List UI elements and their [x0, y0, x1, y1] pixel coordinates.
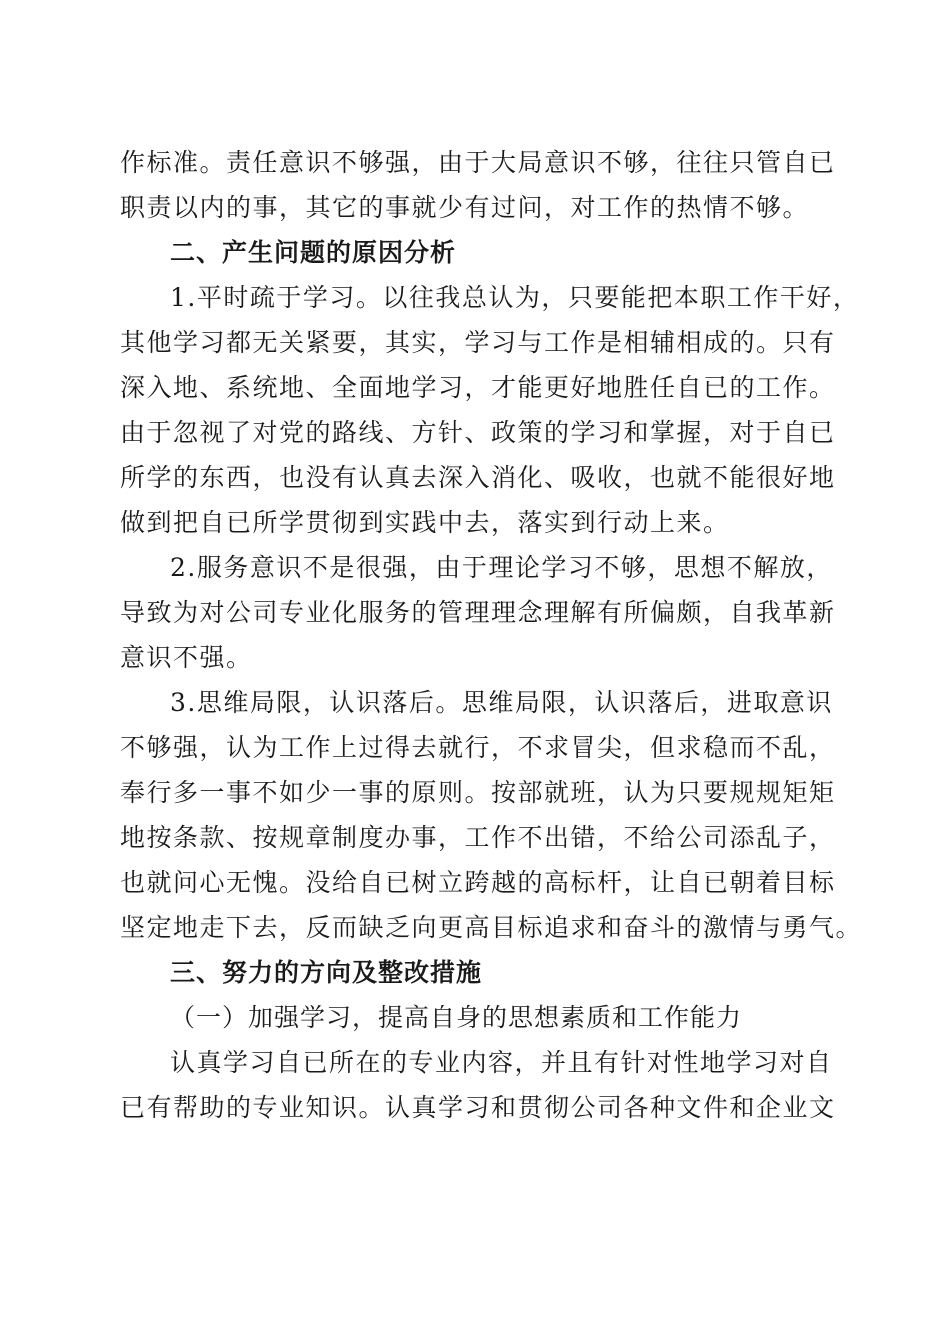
body-text-line: 由于忽视了对党的路线、方针、政策的学习和掌握，对于自已 [120, 418, 836, 447]
body-text-line: 已有帮助的专业知识。认真学习和贯彻公司各种文件和企业文 [120, 1093, 836, 1122]
body-text-line: 意识不强。 [120, 643, 253, 672]
body-text-line: 做到把自已所学贯彻到实践中去，落实到行动上来。 [120, 508, 730, 537]
body-text-line: 作标准。责任意识不够强，由于大局意识不够，往往只管自已 [120, 148, 836, 177]
body-text-line: 其他学习都无关紧要，其实，学习与工作是相辅相成的。只有 [120, 328, 836, 357]
body-text-line: 导致为对公司专业化服务的管理理念理解有所偏颇，自我革新 [120, 598, 836, 627]
body-text-line: 奉行多一事不如少一事的原则。按部就班，认为只要规规矩矩 [120, 778, 836, 807]
section-heading-measures: 三、努力的方向及整改措施 [170, 958, 483, 987]
body-text-line: 地按条款、按规章制度办事，工作不出错，不给公司添乱子， [120, 823, 836, 852]
body-text-line: 也就问心无愧。没给自已树立跨越的高标杆，让自已朝着目标 [120, 868, 836, 897]
body-text-line: 坚定地走下去，反而缺乏向更高目标追求和奋斗的激情与勇气。 [120, 913, 863, 942]
paragraph-2-start: 2.服务意识不是很强，由于理论学习不够，思想不解放， [170, 553, 833, 582]
body-text-line: 不够强，认为工作上过得去就行，不求冒尖，但求稳而不乱， [120, 733, 836, 762]
paragraph-3-start: 3.思维局限，认识落后。思维局限，认识落后，进取意识 [170, 688, 833, 717]
subsection-heading-study: （一）加强学习，提高自身的思想素质和工作能力 [170, 1003, 743, 1032]
paragraph-4-start: 认真学习自已所在的专业内容，并且有针对性地学习对自 [170, 1048, 833, 1077]
body-text-line: 职责以内的事，其它的事就少有过问，对工作的热情不够。 [120, 193, 810, 222]
body-text-line: 所学的东西，也没有认真去深入消化、吸收，也就不能很好地 [120, 463, 836, 492]
body-text-line: 深入地、系统地、全面地学习，才能更好地胜任自已的工作。 [120, 373, 836, 402]
section-heading-causes: 二、产生问题的原因分析 [170, 238, 457, 267]
paragraph-1-start: 1.平时疏于学习。以往我总认为，只要能把本职工作干好， [170, 283, 860, 312]
